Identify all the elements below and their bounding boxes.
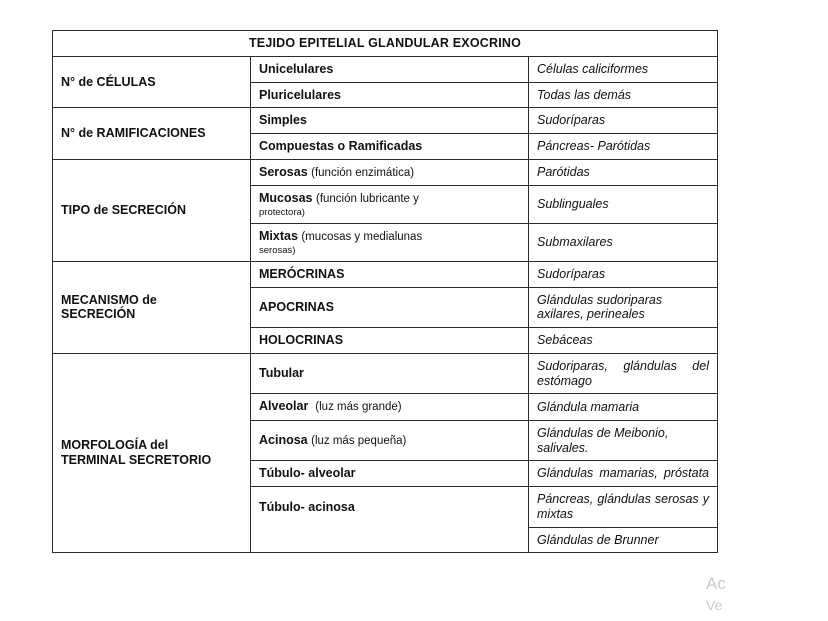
cell-example: Parótidas [529,159,718,186]
cell-category: Túbulo- acinosa [251,487,529,528]
cell-category [251,394,529,421]
cell-category-note: (luz más grande) [315,401,402,414]
cell-category-term: Mucosas [259,191,313,206]
cell-category: Unicelulares [251,56,529,82]
section-label-celulas: N° de CÉLULAS [53,56,251,108]
cell-example: Páncreas, glándulas serosas y mixtas [529,487,718,528]
cell-category [251,420,529,461]
cell-category [251,159,529,186]
cell-category [251,527,529,553]
cell-category: APOCRINAS [251,287,529,328]
cell-example: Glándula mamaria [529,394,718,421]
cell-category-note: (mucosas y medialunas [301,231,423,244]
cell-example: Sudoríparas [529,108,718,134]
cell-category: HOLOCRINAS [251,328,529,354]
table-row [53,159,718,186]
cell-example: Glándulas de Brunner [529,527,718,553]
table-title: TEJIDO EPITELIAL GLANDULAR EXOCRINO [53,31,718,57]
cell-category: Tubular [251,353,529,394]
cell-category [251,186,529,224]
cell-category: Simples [251,108,529,134]
table-row [53,108,718,134]
cell-example: Glándulas de Meibonio, salivales. [529,420,718,461]
cell-category-note2: serosas) [259,244,296,256]
cell-category: Pluricelulares [251,82,529,108]
watermark-line-2: Ve [706,597,723,614]
cell-category-term: Mixtas [259,229,298,244]
cell-category-term: Alveolar [259,399,309,414]
cell-example: Todas las demás [529,82,718,108]
cell-example: Células caliciformes [529,56,718,82]
table-title-row [53,31,718,57]
cell-example: Sudoriparas, glándulas del estómago [529,353,718,394]
section-label-ramificaciones: N° de RAMIFICACIONES [53,108,251,160]
section-label-morfologia: MORFOLOGÍA del TERMINAL SECRETORIO [53,353,251,553]
cell-category: Compuestas o Ramificadas [251,134,529,160]
cell-category: MERÓCRINAS [251,261,529,287]
cell-category-note: (luz más pequeña) [311,434,407,447]
cell-category: Túbulo- alveolar [251,461,529,487]
cell-example: Sudoríparas [529,261,718,287]
cell-category-term: Acinosa [259,432,308,447]
cell-category-note2: protectora) [259,206,305,218]
glandular-epithelium-table [52,30,718,553]
cell-category-note: (función enzimática) [311,166,415,179]
cell-example: Glándulas mamarias, próstata [529,461,718,487]
section-label-mecanismo-secrecion: MECANISMO de SECRECIÓN [53,261,251,353]
table-row [53,261,718,287]
cell-example: Sublinguales [529,186,718,224]
table-row [53,56,718,82]
watermark-line-1: Ac [706,574,726,594]
glandular-epithelium-table-container [52,30,717,553]
section-label-tipo-secrecion: TIPO de SECRECIÓN [53,159,251,261]
cell-example: Glándulas sudoriparas axilares, perineales [529,287,718,328]
cell-example: Submaxilares [529,224,718,262]
cell-example: Sebáceas [529,328,718,354]
cell-category [251,224,529,262]
cell-category-term: Serosas [259,164,308,179]
table-row [53,353,718,394]
cell-category-note: (función lubricante y [315,193,419,206]
watermark [706,573,816,615]
cell-example: Páncreas- Parótidas [529,134,718,160]
